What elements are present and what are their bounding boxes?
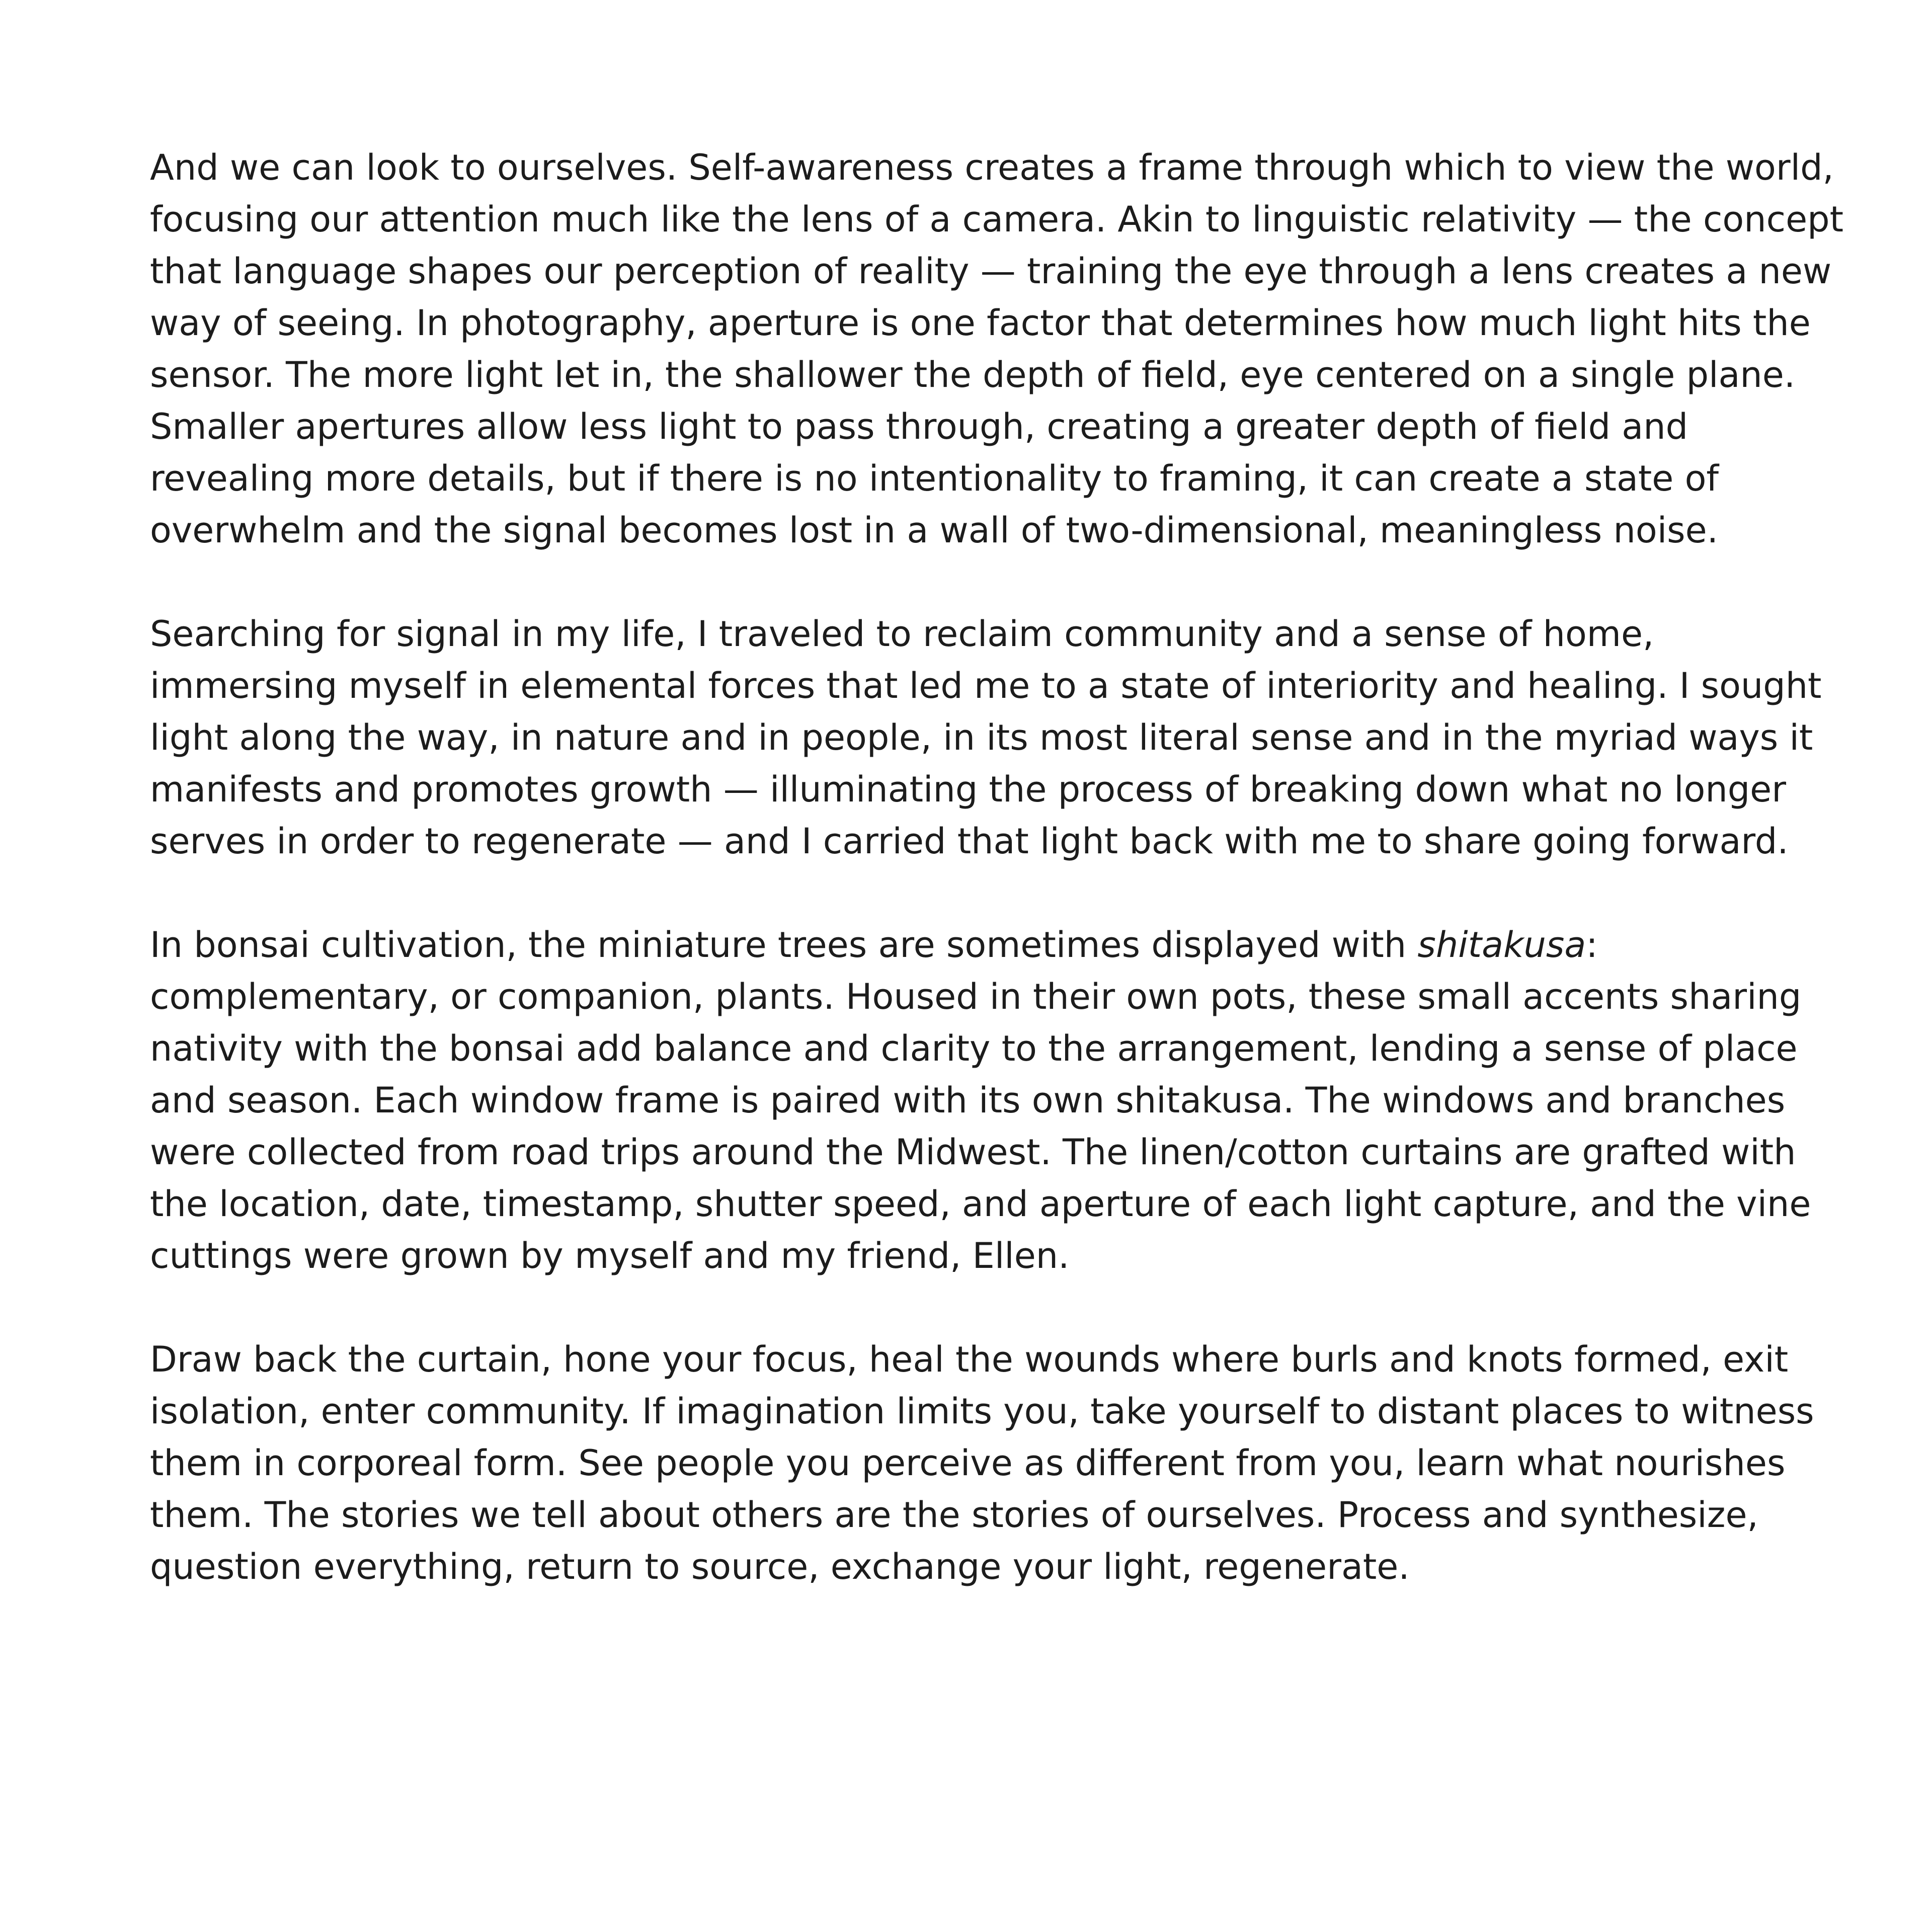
text-line: were collected from road trips around the Midwest. The linen/cotton curtains are grafted with bbox=[150, 1132, 1796, 1173]
text-line: overwhelm and the signal becomes lost in a wall of two-dimensional, meaningless noise. bbox=[150, 510, 1718, 551]
text-line: And we can look to ourselves. Self-awareness creates a frame through which to view the world, bbox=[150, 147, 1834, 188]
italic-term: shitakusa bbox=[1417, 924, 1586, 965]
text-line: that language shapes our perception of reality — training the eye through a lens creates a new bbox=[150, 251, 1832, 292]
paragraph-draw-back-the-curtain bbox=[150, 1334, 1814, 1593]
text-line: immersing myself in elemental forces that led me to a state of interiority and healing. I sought bbox=[150, 665, 1822, 706]
text-line: Smaller apertures allow less light to pass through, creating a greater depth of field and bbox=[150, 406, 1688, 447]
paragraph-bonsai bbox=[150, 919, 1810, 1282]
text-line: serves in order to regenerate — and I carried that light back with me to share going forward. bbox=[150, 821, 1789, 862]
text-line: isolation, enter community. If imagination limits you, take yourself to distant places to witness bbox=[150, 1391, 1814, 1432]
text-line: light along the way, in nature and in people, in its most literal sense and in the myriad ways it bbox=[150, 717, 1813, 758]
text-line: them. The stories we tell about others are the stories of ourselves. Process and synthesize, bbox=[150, 1494, 1758, 1536]
text-line: complementary, or companion, plants. Housed in their own pots, these small accents sharing bbox=[150, 976, 1802, 1017]
text-line: and season. Each window frame is paired with its own shitakusa. The windows and branches bbox=[150, 1080, 1786, 1121]
text-line: Draw back the curtain, hone your focus, heal the wounds where burls and knots formed, exit bbox=[150, 1339, 1789, 1380]
body-text bbox=[150, 142, 1844, 1645]
text-line: the location, date, timestamp, shutter speed, and aperture of each light capture, and the vine bbox=[150, 1183, 1811, 1225]
text-line: sensor. The more light let in, the shallower the depth of field, eye centered on a single plane. bbox=[150, 354, 1796, 395]
text-run: : bbox=[1586, 924, 1598, 965]
text-line: cuttings were grown by myself and my friend, Ellen. bbox=[150, 1235, 1070, 1276]
paragraph-self-awareness bbox=[150, 142, 1844, 556]
text-line: focusing our attention much like the lens of a camera. Akin to linguistic relativity — the concept bbox=[150, 199, 1844, 240]
text-line: question everything, return to source, exchange your light, regenerate. bbox=[150, 1546, 1410, 1587]
text-line: them in corporeal form. See people you perceive as different from you, learn what nourishes bbox=[150, 1442, 1786, 1484]
text-run: In bonsai cultivation, the miniature trees are sometimes displayed with bbox=[150, 924, 1418, 965]
text-line: Searching for signal in my life, I traveled to reclaim community and a sense of home, bbox=[150, 613, 1654, 655]
paragraph-searching-for-signal bbox=[150, 608, 1822, 867]
text-line: nativity with the bonsai add balance and clarity to the arrangement, lending a sense of place bbox=[150, 1028, 1798, 1069]
text-line: manifests and promotes growth — illuminating the process of breaking down what no longer bbox=[150, 769, 1787, 810]
text-line bbox=[150, 919, 1810, 971]
text-line: way of seeing. In photography, aperture is one factor that determines how much light hits the bbox=[150, 302, 1811, 344]
text-line: revealing more details, but if there is no intentionality to framing, it can create a state of bbox=[150, 458, 1719, 499]
